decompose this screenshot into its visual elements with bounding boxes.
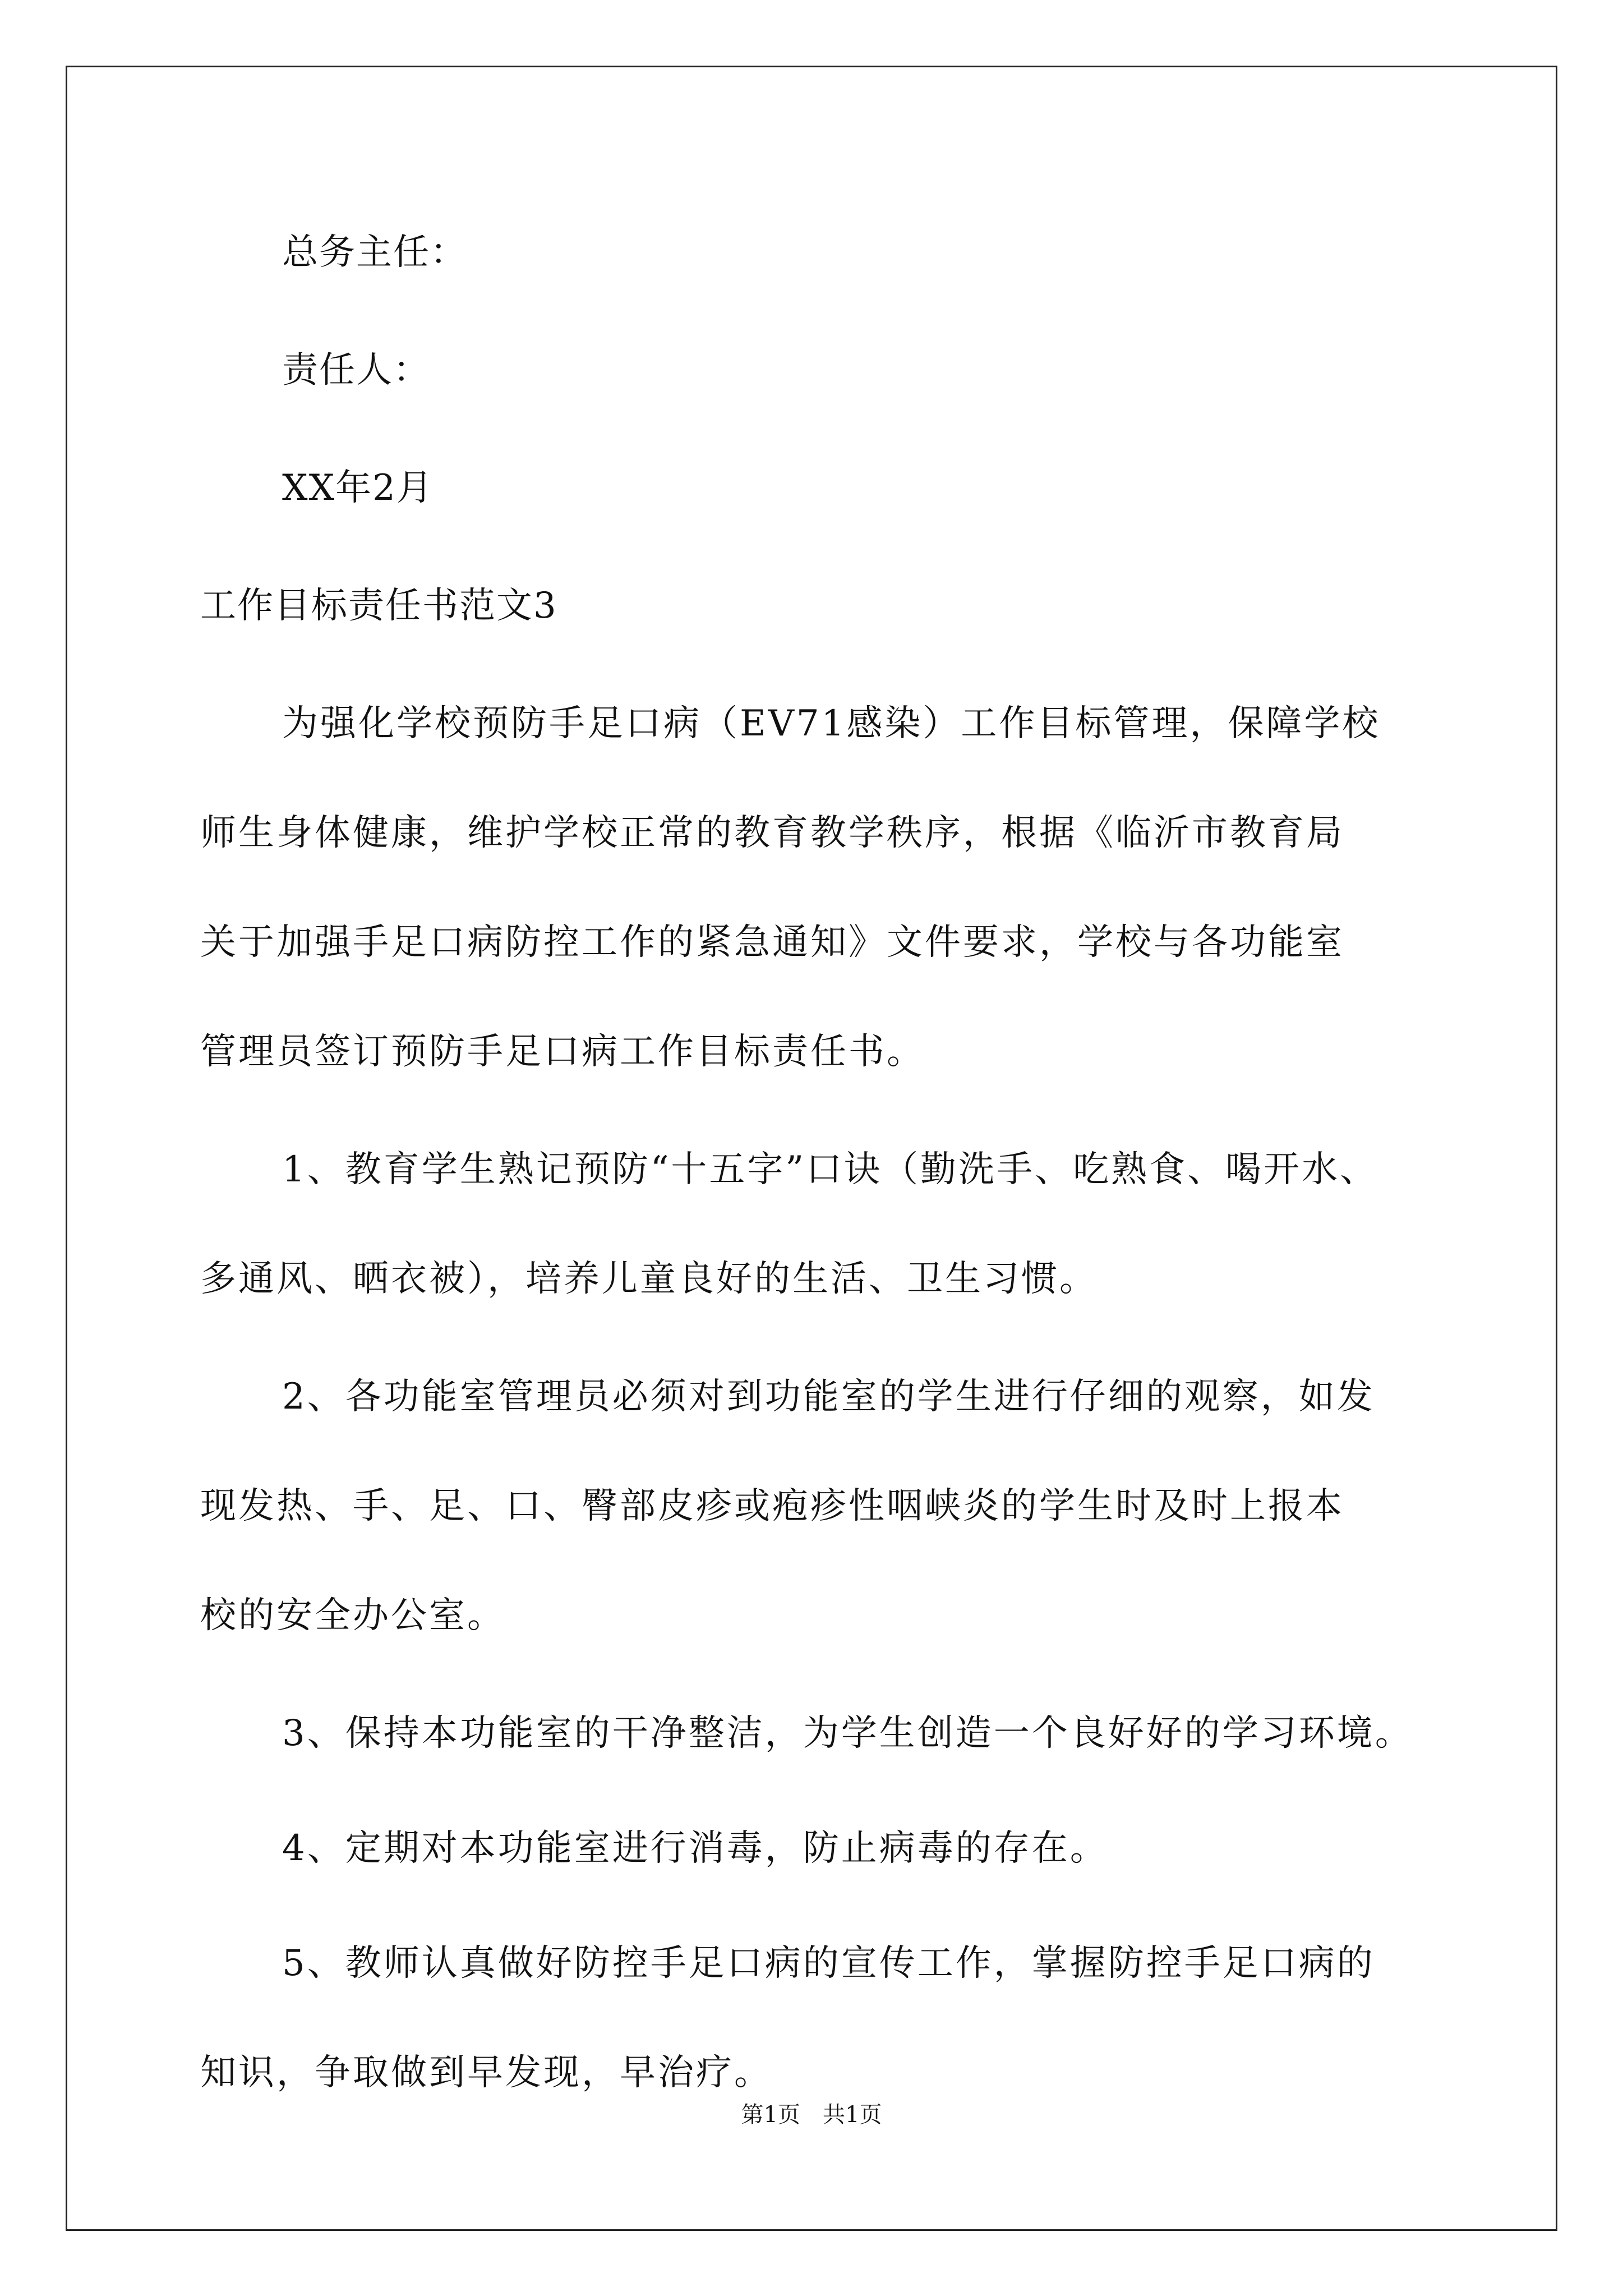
list-item-5-line: 5、教师认真做好防控手足口病的宣传工作，掌握防控手足口病的 xyxy=(282,1943,1375,1984)
paragraph-intro-line: 为强化学校预防手足口病（EV71感染）工作目标管理，保障学校 xyxy=(282,703,1381,744)
list-item-2-line: 校的安全办公室。 xyxy=(200,1595,505,1636)
list-item-3-line: 3、保持本功能室的干净整洁，为学生创造一个良好好的学习环境。 xyxy=(282,1713,1413,1754)
paragraph-intro-line: 管理员签订预防手足口病工作目标责任书。 xyxy=(200,1031,925,1073)
list-item-4-line: 4、定期对本功能室进行消毒，防止病毒的存在。 xyxy=(282,1828,1108,1869)
page-footer: 第1页 共1页 xyxy=(741,2102,882,2128)
list-item-1-line: 多通风、晒衣被），培养儿童良好的生活、卫生习惯。 xyxy=(200,1258,1098,1300)
list-item-2-line: 2、各功能室管理员必须对到功能室的学生进行仔细的观察，如发 xyxy=(282,1376,1375,1418)
list-item-1-line: 1、教育学生熟记预防“十五字”口诀（勤洗手、吃熟食、喝开水、 xyxy=(282,1149,1378,1190)
signature-line-responsible: 责任人： xyxy=(282,349,430,391)
paragraph-intro-line: 师生身体健康，维护学校正常的教育教学秩序，根据《临沂市教育局 xyxy=(200,812,1344,854)
list-item-2-line: 现发热、手、足、口、臀部皮疹或疱疹性咽峡炎的学生时及时上报本 xyxy=(200,1485,1344,1527)
signature-line-date: XX年2月 xyxy=(282,467,434,509)
signature-line-director: 总务主任： xyxy=(282,232,467,273)
section-title: 工作目标责任书范文3 xyxy=(200,585,557,627)
paragraph-intro-line: 关于加强手足口病防控工作的紧急通知》文件要求，学校与各功能室 xyxy=(200,922,1344,963)
list-item-5-line: 知识，争取做到早发现，早治疗。 xyxy=(200,2052,772,2093)
